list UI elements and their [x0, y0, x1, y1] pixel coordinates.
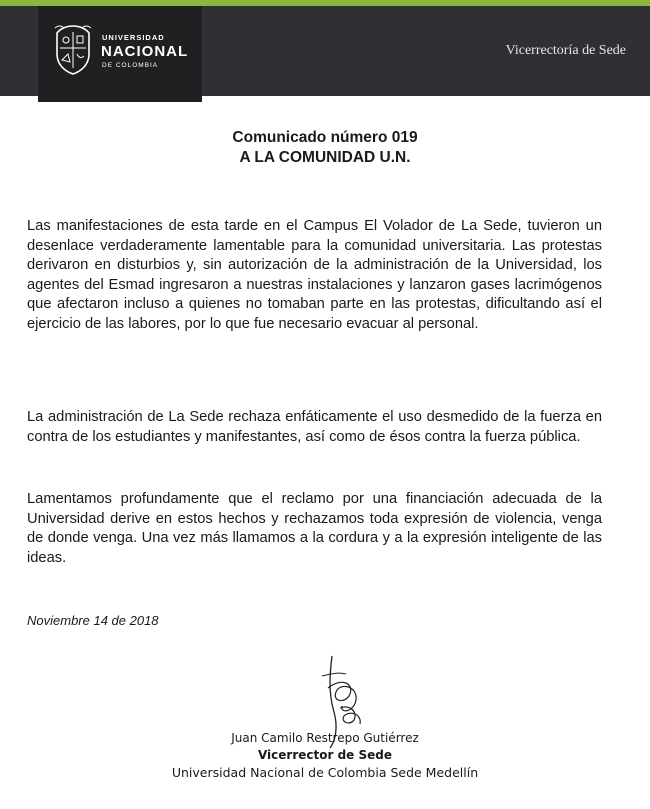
document-subtitle: A LA COMUNIDAD U.N.	[239, 149, 411, 166]
paragraph-2: La administración de La Sede rechaza enfáticamente el uso desmedido de la fuerza en contra de los estudiantes y manifestantes, así como de ésos contra la fuerza pública.	[27, 409, 602, 445]
paragraph-1: Las manifestaciones de esta tarde en el Campus El Volador de La Sede, tuvieron un desenlace verdaderamente lamentable para la comunidad universitaria. Las protestas derivaron en disturbios y, sin autorización de la administración de la Universidad, los agentes del Esmad ingresaron a nuestras instalaciones y lanzaron gases lacrimógenos que afectaron incluso a quienes no tomaban parte en las protestas, dificultando así el ejercicio de las labores, por lo que fue necesario evacuar al personal.	[27, 218, 602, 332]
header-bar	[0, 0, 650, 96]
university-seal-icon	[52, 24, 94, 76]
university-name-line3: DE COLOMBIA	[102, 62, 159, 69]
university-name-line1: UNIVERSIDAD	[102, 33, 165, 42]
signatory-institution: Universidad Nacional de Colombia Sede Medellín	[171, 765, 479, 780]
paragraph-3: Lamentamos profundamente que el reclamo por una financiación adecuada de la Universidad derive en estos hechos y rechazamos toda expresión de violencia, venga de donde venga. Una vez más llamamos a la cordura y a la expresión inteligente de las ideas.	[27, 491, 602, 566]
university-name-line2: NACIONAL	[101, 43, 189, 60]
document-date: Noviembre 14 de 2018	[27, 613, 159, 628]
signatory-role: Vicerrector de Sede	[257, 748, 393, 762]
signatory-name: Juan Camilo Restrepo Gutiérrez	[231, 731, 419, 745]
office-name: Vicerrectoría de Sede	[505, 43, 626, 58]
document-title: Comunicado número 019	[232, 129, 418, 146]
